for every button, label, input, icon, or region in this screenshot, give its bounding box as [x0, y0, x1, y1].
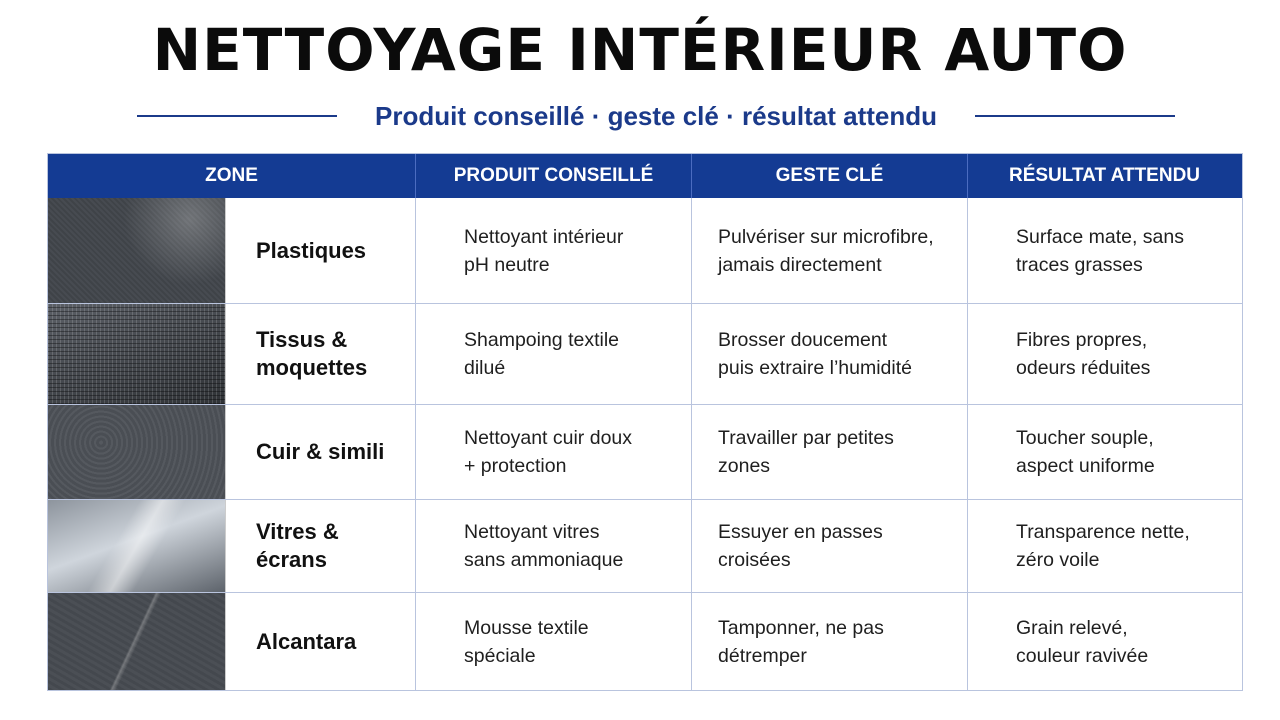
zone-cell: [48, 500, 416, 592]
gesture-cell: Travailler par petites zones: [692, 405, 968, 499]
page-title: NETTOYAGE INTÉRIEUR AUTO: [152, 16, 1128, 84]
gesture-cell: Tamponner, ne pas détremper: [692, 593, 968, 690]
alcantara-photo: [48, 593, 226, 690]
page-subtitle: Produit conseillé · geste clé · résultat attendu: [374, 100, 937, 131]
result-cell: Fibres propres, odeurs réduites: [1016, 329, 1151, 379]
header-gesture: GESTE CLÉ: [692, 154, 968, 198]
header-result: RÉSULTAT ATTENDU: [1008, 165, 1201, 186]
product-cell: Nettoyant cuir doux + protection: [416, 405, 692, 499]
zone-label: Vitres & écrans: [256, 519, 339, 572]
product-cell: Nettoyant vitres sans ammoniaque: [416, 500, 692, 592]
subtitle-row: [137, 96, 1175, 136]
zone-cell: [48, 304, 416, 404]
product-cell: Nettoyant intérieur pH neutre: [416, 198, 692, 303]
header-product: PRODUIT CONSEILLÉ: [416, 154, 692, 198]
gesture-cell: Brosser doucement puis extraire l’humidité: [692, 304, 968, 404]
table-body: [48, 198, 1242, 690]
dashboard-plastic-photo: [48, 198, 226, 303]
result-cell: Toucher souple, aspect uniforme: [1016, 427, 1155, 477]
zone-label: Alcantara: [256, 628, 357, 654]
zone-label: Tissus & moquettes: [256, 327, 368, 380]
screen-glass-photo: [48, 500, 226, 592]
subtitle-rule-right: [975, 115, 1175, 117]
table-row: [48, 500, 1242, 593]
table-row: [48, 593, 1242, 690]
table-row: [48, 198, 1242, 304]
product-cell: Mousse textile spéciale: [416, 593, 692, 690]
cleaning-table: [47, 153, 1243, 691]
zone-label: Cuir & simili: [256, 439, 385, 464]
header-zone: ZONE: [48, 154, 416, 198]
result-cell: Transparence nette, zéro voile: [1016, 521, 1190, 571]
gesture-cell: Essuyer en passes croisées: [692, 500, 968, 592]
gesture-cell: Pulvériser sur microfibre, jamais directement: [692, 198, 968, 303]
table-row: [48, 304, 1242, 405]
zone-label: Plastiques: [256, 237, 367, 263]
zone-cell: [48, 593, 416, 690]
leather-seat-photo: [48, 405, 226, 499]
result-cell: Surface mate, sans traces grasses: [1016, 225, 1184, 276]
zone-cell: [48, 405, 416, 499]
result-cell: Grain relevé, couleur ravivée: [1016, 616, 1149, 667]
subtitle-rule-left: [137, 115, 337, 117]
zone-cell: [48, 198, 416, 303]
product-cell: Shampoing textile dilué: [416, 304, 692, 404]
table-header: [48, 154, 1242, 198]
fabric-seat-photo: [48, 304, 226, 404]
table-row: [48, 405, 1242, 500]
